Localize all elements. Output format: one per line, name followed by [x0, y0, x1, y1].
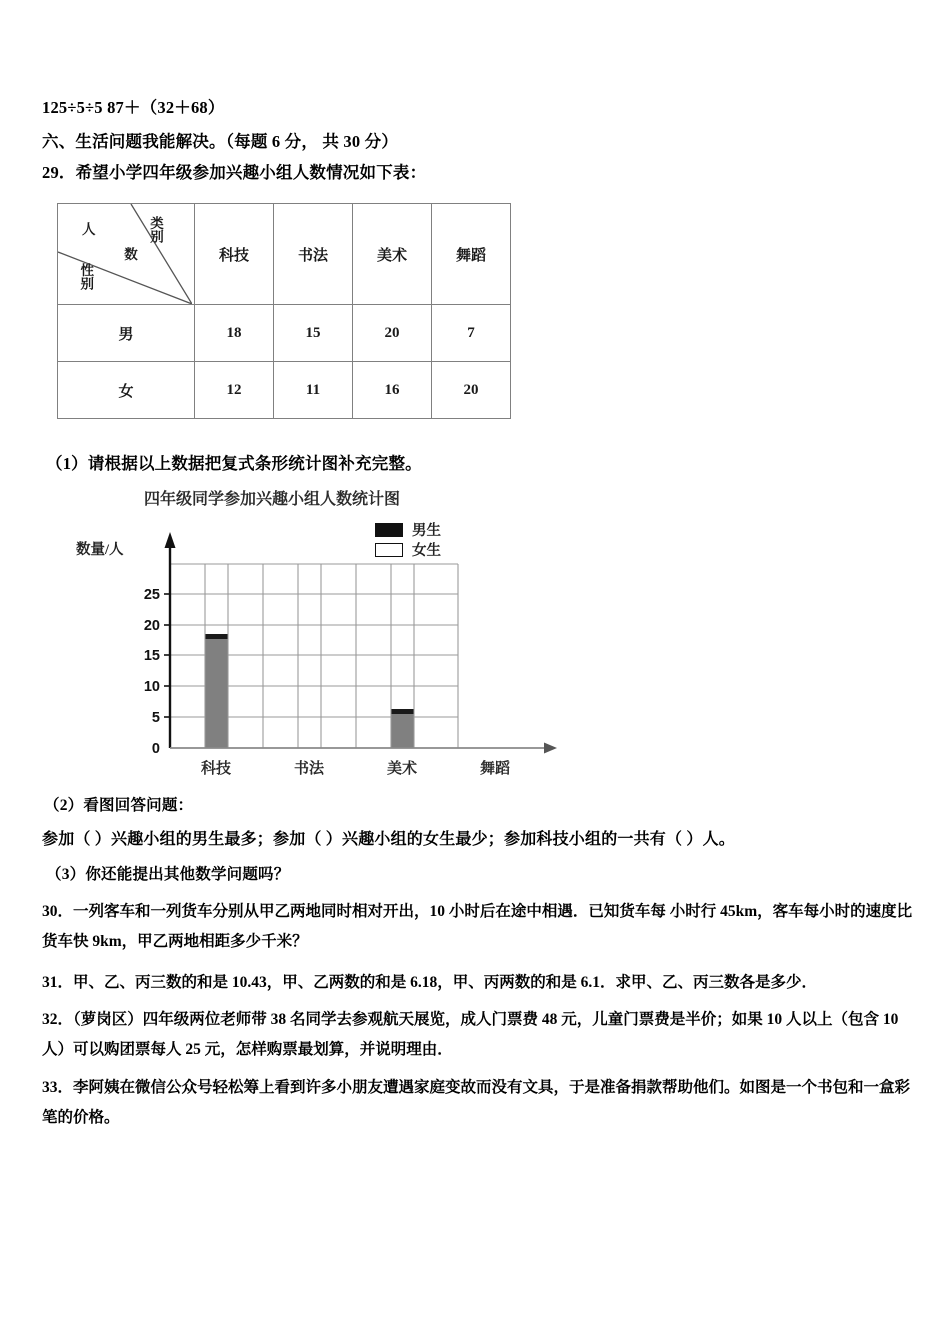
- table-cell-male-keji: 18: [195, 305, 274, 362]
- chart-bars: [206, 634, 414, 748]
- y-tick-label-10: 10: [143, 679, 160, 695]
- interest-group-table: [57, 203, 511, 419]
- table-cell-female-wudao: 20: [432, 362, 511, 419]
- x-tick-label-keji: 科技: [200, 761, 232, 776]
- x-tick-label-shufa: 书法: [293, 761, 325, 776]
- section-heading: 六、生活问题我能解决。（每题 6 分， 共 30 分）: [42, 132, 399, 151]
- question-29-stem: 29．希望小学四年级参加兴趣小组人数情况如下表：: [42, 163, 427, 182]
- chart-y-axis-title: 数量/人: [76, 542, 124, 558]
- table-col-header-2: 美术: [353, 204, 432, 305]
- bar-keji-boys: [206, 636, 228, 748]
- legend-label-girls: 女生: [412, 543, 441, 559]
- question-33: 33．李阿姨在微信公众号轻松筹上看到许多小朋友遭遇家庭变故而没有文具，于是准备捐款帮助他们。如图是一个书包和一盒彩笔的价格。: [42, 1079, 911, 1127]
- table-col-header-3: 舞蹈: [432, 204, 511, 305]
- subquestion-1: （1）请根据以上数据把复式条形统计图补充完整。: [46, 454, 422, 473]
- question-32: 32．（萝岗区）四年级两位老师带 38 名同学去参观航天展览，成人门票费 48 元，儿童门票费是半价；如果 10 人以上（包含 10 人）可以购团票每人 25 元，怎样购票最划算，并说明理由．: [42, 1011, 899, 1059]
- corner-label-category: 类别: [148, 216, 163, 243]
- legend-label-boys: 男生: [412, 523, 441, 539]
- x-axis-arrow-icon: [544, 743, 557, 754]
- y-tick-label-0: 0: [151, 741, 160, 757]
- table-cell-female-shufa: 11: [274, 362, 353, 419]
- corner-label-people: 人: [82, 222, 96, 237]
- arithmetic-expression-line: 125÷5÷5 87＋（32＋68）: [42, 98, 225, 117]
- interest-group-table-wrapper: [57, 203, 511, 419]
- chart-title: 四年级同学参加兴趣小组人数统计图: [143, 491, 400, 508]
- bar-wudao-boys: [392, 711, 414, 748]
- bar-chart: [60, 486, 590, 776]
- table-cell-female-keji: 12: [195, 362, 274, 419]
- y-axis-arrow-icon: [165, 532, 176, 548]
- bar-cap-keji-boys: [206, 634, 228, 639]
- table-cell-male-wudao: 7: [432, 305, 511, 362]
- table-cell-male-shufa: 15: [274, 305, 353, 362]
- question-30: 30．一列客车和一列货车分别从甲乙两地同时相对开出，10 小时后在途中相遇．已知货车每 小时行 45km，客车每小时的速度比货车快 9km，甲乙两地相距多少千米？: [42, 903, 913, 951]
- table-col-header-1: 书法: [274, 204, 353, 305]
- y-tick-label-25: 25: [143, 587, 160, 603]
- chart-plot-area: [60, 486, 590, 776]
- x-tick-label-wudao: 舞蹈: [479, 761, 511, 776]
- table-header-row: [58, 204, 511, 305]
- table-cell-male-meishu: 20: [353, 305, 432, 362]
- question-31: 31．甲、乙、丙三数的和是 10.43，甲、乙两数的和是 6.18，甲、丙两数的和是 6.1．求甲、乙、丙三数各是多少．: [42, 974, 818, 991]
- y-tick-label-15: 15: [143, 648, 160, 664]
- subquestion-2-answer-line: 参加（ ）兴趣小组的男生最多；参加（ ）兴趣小组的女生最少；参加科技小组的一共有（ ）人。: [42, 831, 736, 848]
- table-row: [58, 362, 511, 419]
- subquestion-3: （3）你还能提出其他数学问题吗？: [46, 866, 290, 883]
- table-row-label-female: 女: [58, 362, 195, 419]
- y-tick-label-20: 20: [143, 618, 160, 634]
- table-corner-cell: [58, 204, 195, 305]
- table-col-header-0: 科技: [195, 204, 274, 305]
- table-cell-female-meishu: 16: [353, 362, 432, 419]
- corner-label-gender: 性别: [78, 263, 94, 290]
- subquestion-2: （2）看图回答问题：: [44, 797, 194, 814]
- bar-cap-wudao-boys: [392, 709, 414, 714]
- table-row: [58, 305, 511, 362]
- corner-label-count: 数: [124, 247, 138, 262]
- y-tick-label-5: 5: [151, 710, 160, 726]
- x-tick-label-meishu: 美术: [386, 761, 418, 776]
- table-row-label-male: 男: [58, 305, 195, 362]
